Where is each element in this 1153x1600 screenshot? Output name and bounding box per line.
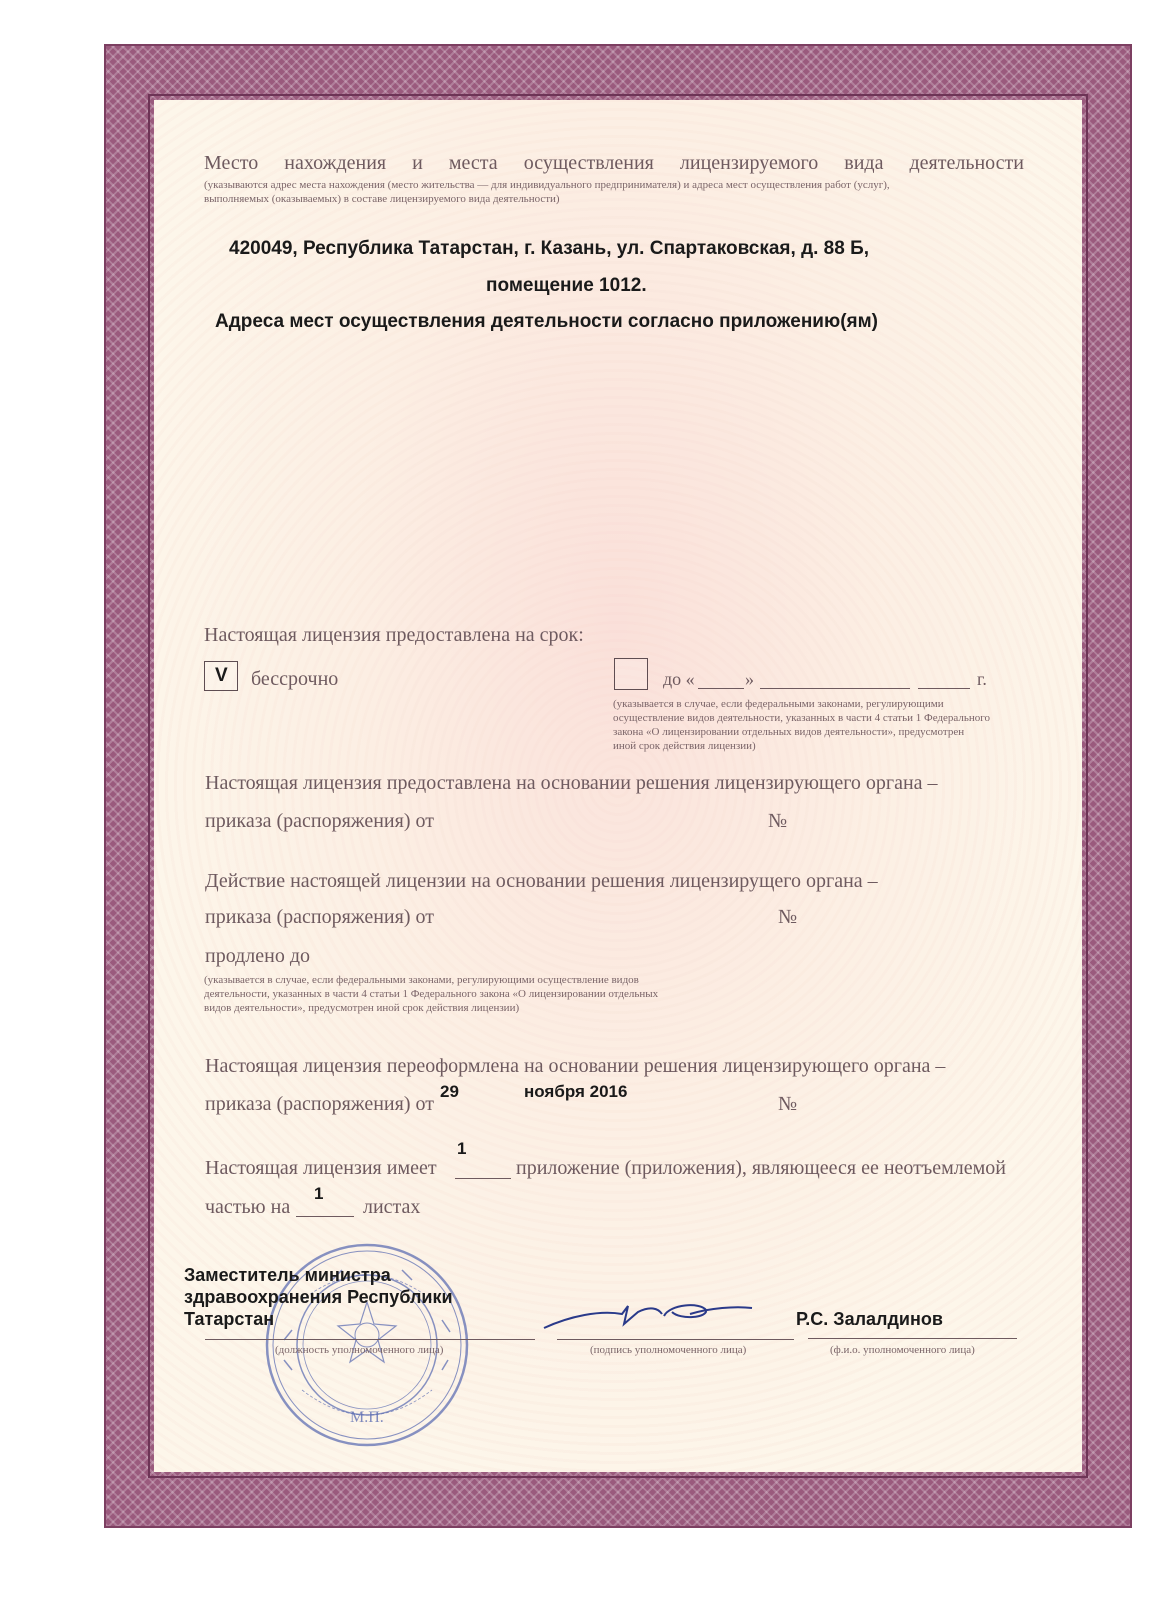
signature-line [557,1339,794,1340]
term-title: Настоящая лицензия предоставлена на срок: [204,624,584,646]
name-line [808,1338,1017,1339]
appendix-suffix: приложение (приложения), являющееся ее неотъемлемой [516,1157,1006,1179]
position-line [205,1339,535,1340]
reissue-day: 29 [440,1082,459,1101]
extended-until-label: продлено до [205,945,311,967]
sheets-prefix: частью на [205,1196,291,1218]
unlimited-label: бессрочно [251,668,339,690]
sheets-count: 1 [314,1184,324,1203]
extension-line: Действие настоящей лицензии на основании решения лицензирущего органа – [205,870,878,892]
until-note-line: иной срок действия лицензии) [613,740,756,752]
until-note-line: (указывается в случае, если федеральными законами, регулирующими [613,698,944,710]
extension-note [204,973,764,1015]
extension-number-label: № [778,906,798,928]
extension-note-line: деятельности, указанных в части 4 статьи 1 Федерального закона «О лицензировании отдельных [204,988,659,1000]
handwritten-signature [540,1296,760,1338]
until-day-line [698,688,744,689]
places-note: Адреса мест осуществления деятельности согласно приложению(ям) [215,311,878,332]
unlimited-checkbox[interactable] [204,661,238,691]
sheets-suffix: листах [363,1196,421,1218]
address-line2: помещение 1012. [486,275,647,296]
reissue-month-year: ноября 2016 [524,1082,628,1101]
extension-order-label: приказа (распоряжения) от [205,906,434,928]
until-date-checkbox[interactable] [614,658,648,690]
until-month-line [760,688,910,689]
extension-note-line: видов деятельности», предусмотрен иной срок действия лицензии) [204,1002,520,1014]
appendix-prefix: Настоящая лицензия имеет [205,1157,437,1179]
signer-position-line: Татарстан [184,1309,275,1329]
name-caption: (ф.и.о. уполномоченного лица) [830,1344,975,1356]
seal-mark: М.П. [350,1409,384,1426]
until-note-line: закона «О лицензировании отдельных видов деятельности», предусмотрен [613,726,965,738]
until-note-line: осуществление видов деятельности, указанных в части 4 статьи 1 Федерального [613,712,991,724]
appendix-count: 1 [457,1139,467,1158]
until-year-suffix: г. [977,669,987,689]
signer-position-line: Заместитель министра [184,1265,391,1285]
reissue-order-label: приказа (распоряжения) от [205,1093,434,1115]
until-note [613,697,1043,753]
basis-line: Настоящая лицензия предоставлена на основании решения лицензирующего органа – [205,772,938,794]
signature-caption: (подпись уполномоченного лица) [590,1344,747,1356]
until-year-line [918,688,970,689]
signer-position [184,1264,453,1330]
signer-name: Р.С. Залалдинов [796,1309,943,1329]
appendix-count-line [455,1178,511,1179]
until-quote-close: » [745,669,754,689]
reissue-line: Настоящая лицензия переоформлена на основании решения лицензирующего органа – [205,1055,946,1077]
basis-order-label: приказа (распоряжения) от [205,810,434,832]
until-prefix: до « [663,669,695,689]
position-caption: (должность уполномоченного лица) [275,1344,444,1356]
sheets-count-line [296,1216,354,1217]
signer-position-line: здравоохранения Республики [184,1287,453,1307]
basis-number-label: № [768,810,788,832]
extension-note-line: (указывается в случае, если федеральными законами, регулирующими осуществление видов [204,974,639,986]
reissue-number-label: № [778,1093,798,1115]
location-note-line1: (указываются адрес места нахождения (место жительства — для индивидуального предпринимателя) и адреса мест осуществления работ (услуг), [204,179,890,191]
location-note-line2: выполняемых (оказываемых) в составе лицензируемого вида деятельности) [204,193,560,205]
checkbox-mark: V [215,665,228,686]
location-title: Место нахождения и места осуществления лицензируемого вида деятельности [204,152,1024,174]
address-line1: 420049, Республика Татарстан, г. Казань, ул. Спартаковская, д. 88 Б, [229,238,870,259]
